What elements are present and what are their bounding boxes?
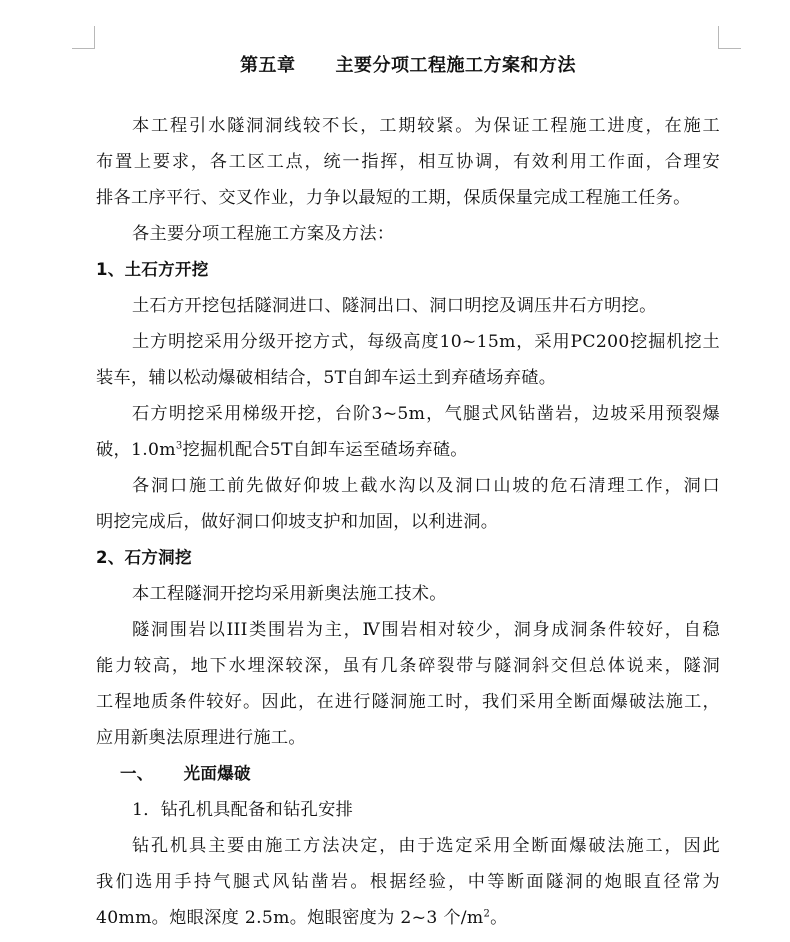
section-heading-tunneling: 2、石方洞挖 xyxy=(96,548,192,567)
text-line: 能力较高，地下水埋深较深，虽有几条碎裂带与隧洞斜交但总体说来，隧洞 xyxy=(96,656,720,676)
text-line: 装车，辅以松动爆破相结合，5T自卸车运土到弃碴场弃碴。 xyxy=(96,368,557,388)
text-fragment: 。 xyxy=(490,908,508,928)
chapter-title xyxy=(96,48,720,84)
text-line: 本工程隧洞开挖均采用新奥法施工技术。 xyxy=(132,584,447,604)
text-line: 明挖完成后，做好洞口仰坡支护和加固，以利进洞。 xyxy=(96,512,499,532)
crop-mark-top-right xyxy=(718,26,741,49)
text-line: 本工程引水隧洞洞线较不长，工期较紧。为保证工程施工进度，在施工 xyxy=(132,116,720,136)
text-line: 我们选用手持气腿式风钻凿岩。根据经验，中等断面隧洞的炮眼直径常为 xyxy=(96,872,720,892)
text-line: 石方明挖采用梯级开挖，台阶3~5m，气腿式风钻凿岩，边坡采用预裂爆 xyxy=(132,404,720,424)
subsection-number: 一、 xyxy=(120,764,154,783)
superscript: 2 xyxy=(483,908,491,920)
text-fragment: 破，1.0m xyxy=(96,440,176,460)
chapter-number: 第五章 xyxy=(240,55,296,76)
text-fragment: 40mm。炮眼深度 2.5m。炮眼密度为 2~3 个/m xyxy=(96,908,484,928)
text-line: 工程地质条件较好。因此，在进行隧洞施工时，我们采用全断面爆破法施工， xyxy=(96,692,720,712)
text-line xyxy=(96,900,720,936)
text-line xyxy=(96,432,720,468)
subsection-heading xyxy=(96,756,720,792)
crop-mark-top-left xyxy=(72,26,95,49)
text-line: 应用新奥法原理进行施工。 xyxy=(96,728,306,748)
text-line: 钻孔机具主要由施工方法决定，由于选定采用全断面爆破法施工，因此 xyxy=(132,836,720,856)
list-item: 1．钻孔机具配备和钻孔安排 xyxy=(132,800,354,820)
superscript: 3 xyxy=(175,440,183,452)
subsection-title: 光面爆破 xyxy=(183,764,251,783)
methods-intro: 各主要分项工程施工方案及方法： xyxy=(132,224,395,244)
intro-paragraph xyxy=(96,108,720,216)
text-line: 土石方开挖包括隧洞进口、隧洞出口、洞口明挖及调压井石方明挖。 xyxy=(132,296,657,316)
chapter-title-text: 主要分项工程施工方案和方法 xyxy=(335,55,576,76)
text-line: 排各工序平行、交叉作业，力争以最短的工期，保质保量完成工程施工任务。 xyxy=(96,188,691,208)
text-line: 布置上要求，各工区工点，统一指挥，相互协调，有效利用工作面，合理安 xyxy=(96,152,720,172)
text-line: 隧洞围岩以III类围岩为主，Ⅳ围岩相对较少，洞身成洞条件较好，自稳 xyxy=(132,620,720,640)
section-heading-earthwork: 1、土石方开挖 xyxy=(96,260,209,279)
text-line: 土方明挖采用分级开挖方式，每级高度10~15m，采用PC200挖掘机挖土 xyxy=(132,332,720,352)
text-fragment: 挖掘机配合5T自卸车运至碴场弃碴。 xyxy=(182,440,468,460)
text-line: 各洞口施工前先做好仰坡上截水沟以及洞口山坡的危石清理工作，洞口 xyxy=(132,476,720,496)
document-page xyxy=(96,48,720,936)
